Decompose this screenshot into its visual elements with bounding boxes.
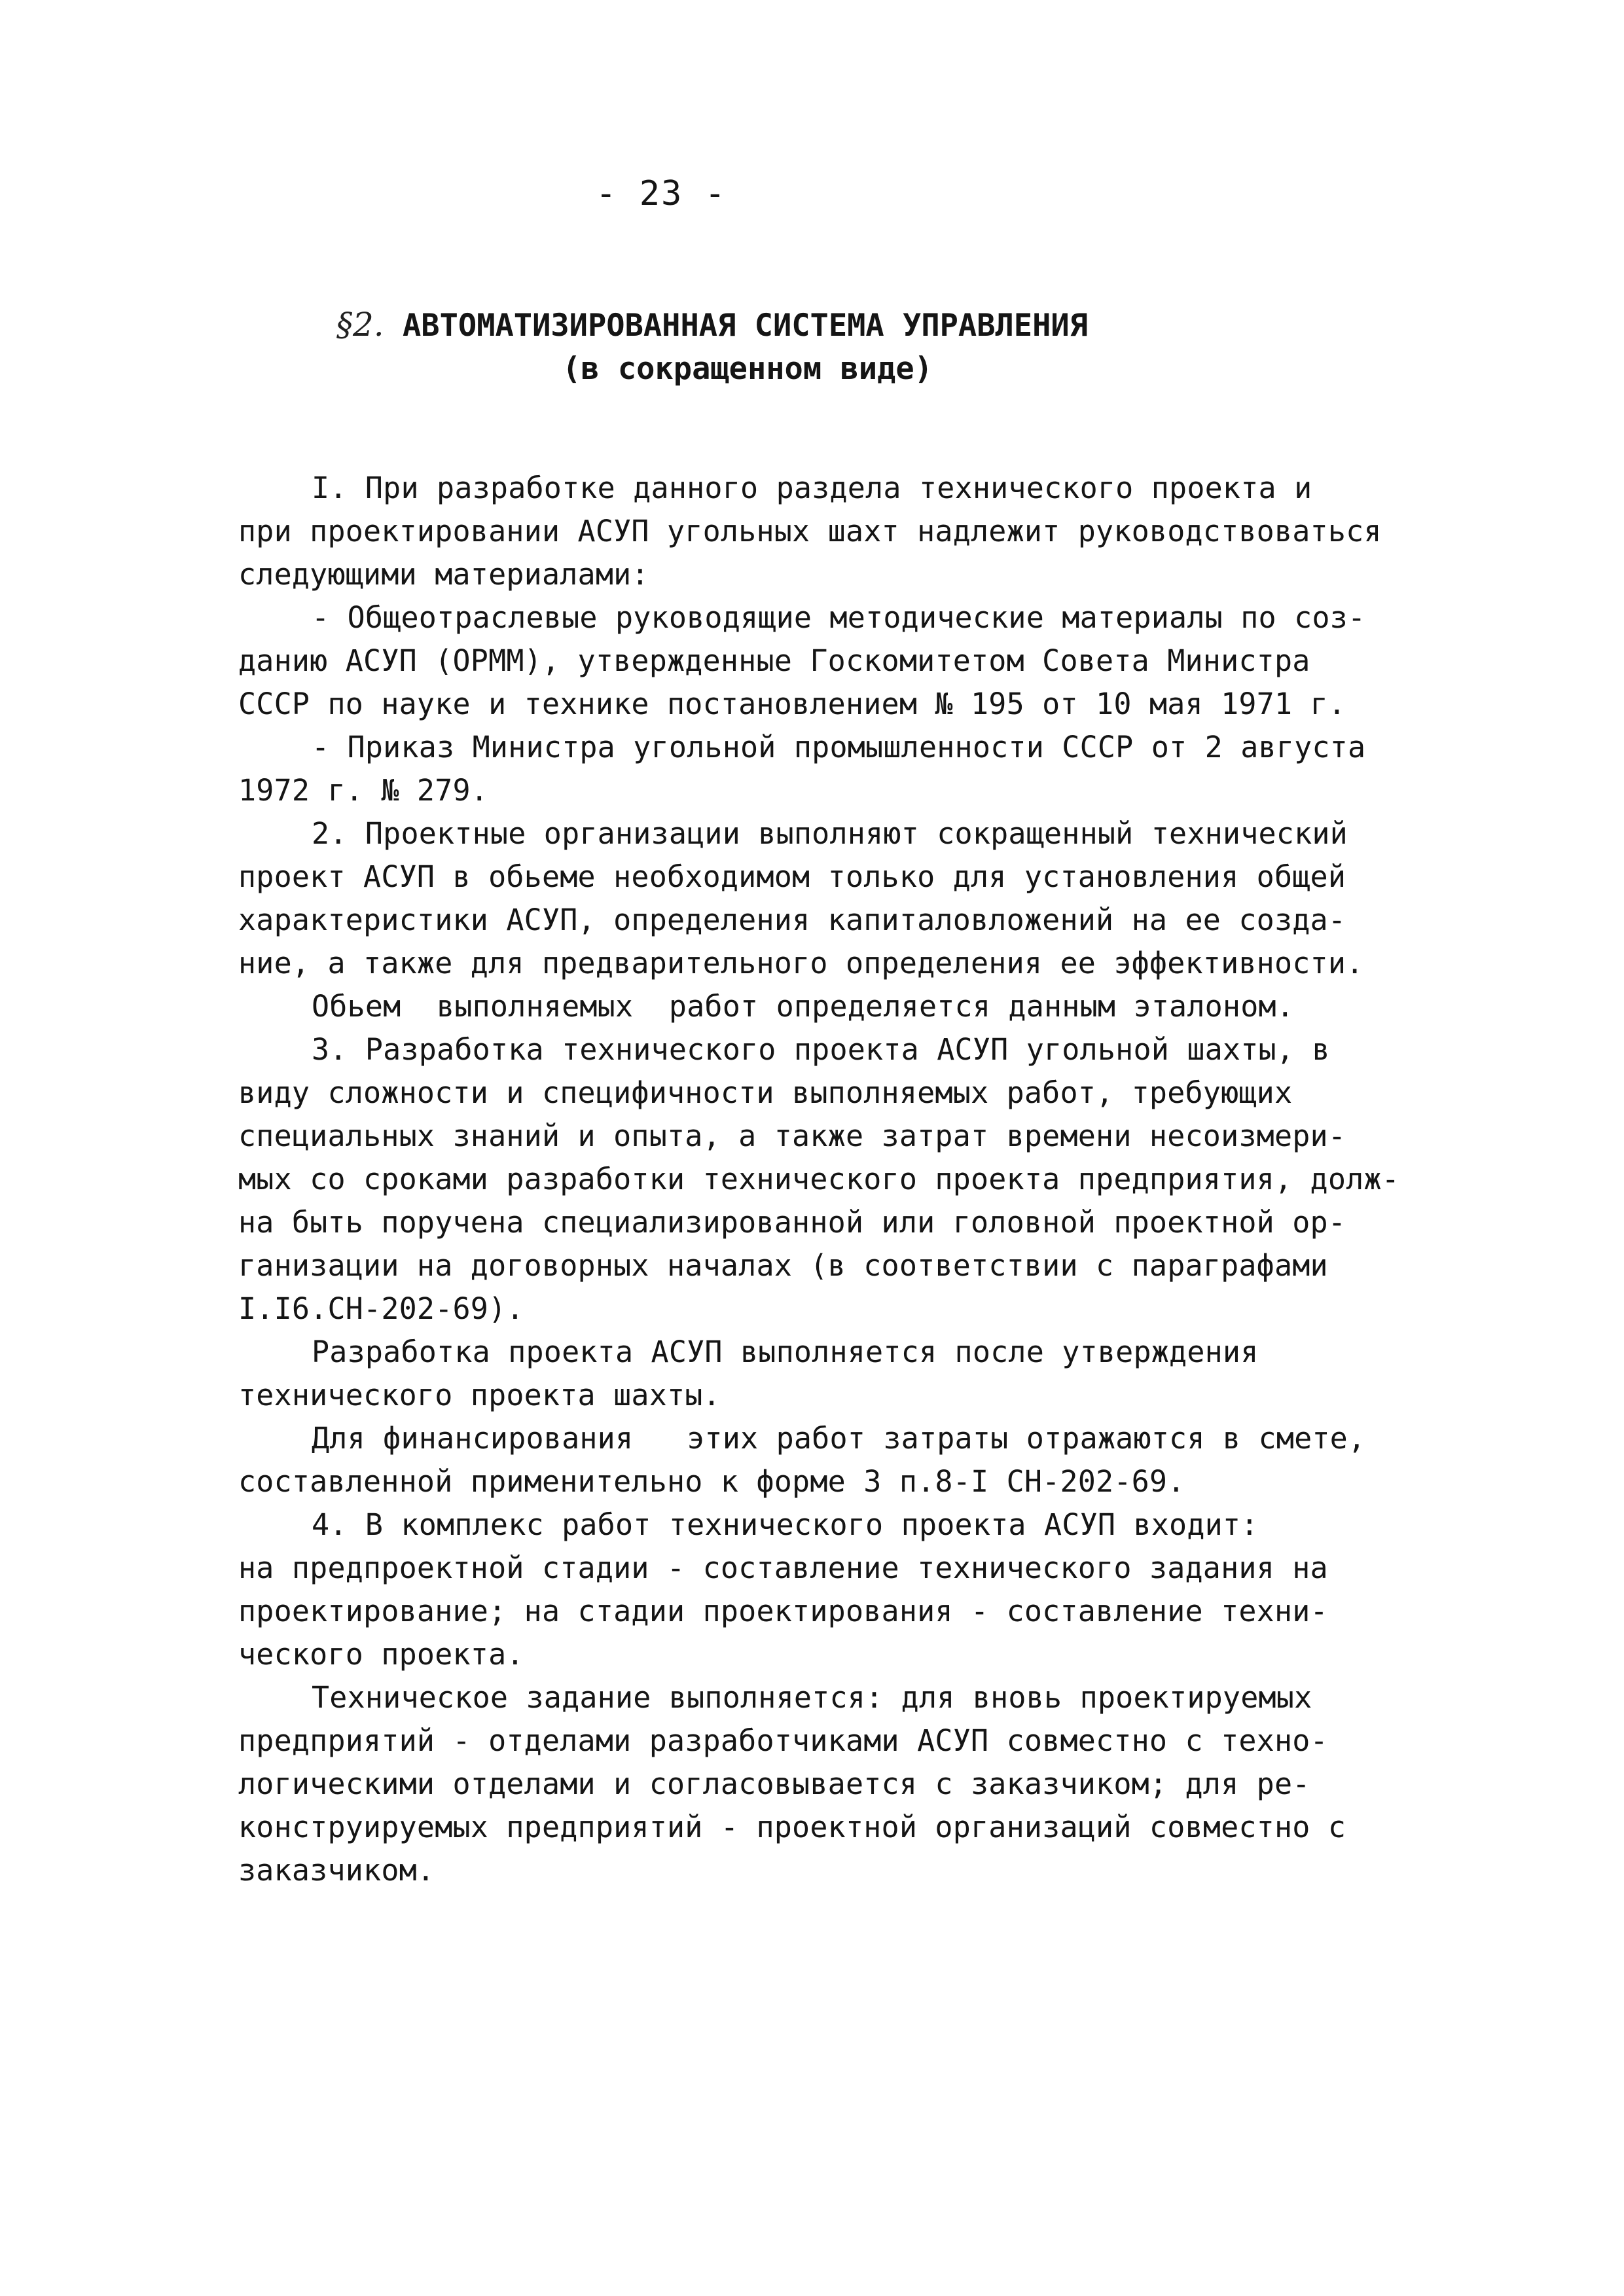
text-line: 4. В комплекс работ технического проекта АСУП входит:: [312, 1507, 1259, 1542]
text-line: проектирование; на стадии проектирования - составление техни-: [238, 1594, 1328, 1628]
text-line: виду сложности и специфичности выполняемых работ, требующих: [238, 1075, 1293, 1110]
text-line: Обьем выполняемых работ определяется данным эталоном.: [312, 989, 1295, 1024]
text-line: ганизации на договорных началах (в соответствии с параграфами: [238, 1248, 1328, 1283]
text-line: 2. Проектные организации выполняют сокращенный технический: [312, 816, 1348, 851]
page-number: - 23 -: [596, 174, 727, 213]
text-line: технического проекта шахты.: [238, 1378, 721, 1412]
text-line: составленной применительно к форме 3 п.8-I СН-202-69.: [238, 1464, 1185, 1499]
text-line: данию АСУП (ОРММ), утвержденные Госкомитетом Совета Министра: [238, 643, 1310, 678]
text-line: I.I6.CH-202-69).: [238, 1291, 524, 1326]
text-line: следующими материалами:: [238, 557, 649, 592]
text-line: логическими отделами и согласовывается с заказчиком; для ре-: [238, 1767, 1310, 1801]
heading-subtitle: (в сокращенном виде): [562, 351, 933, 387]
text-line: конструируемых предприятий - проектной организаций совместно с: [238, 1810, 1346, 1844]
text-line: Техническое задание выполняется: для вновь проектируемых: [312, 1680, 1312, 1715]
text-line: ние, а также для предварительного определения ее эффективности.: [238, 946, 1364, 980]
text-line: при проектировании АСУП угольных шахт надлежит руководствоваться: [238, 514, 1382, 548]
heading-title-line: [336, 303, 1580, 348]
text-line: I. При разработке данного раздела технического проекта и: [312, 471, 1312, 505]
text-line: характеристики АСУП, определения капиталовложений на ее созда-: [238, 903, 1346, 937]
section-heading: [336, 303, 1580, 391]
text-line: 3. Разработка технического проекта АСУП угольной шахты, в: [312, 1032, 1330, 1067]
text-line: Для финансирования этих работ затраты отражаются в смете,: [312, 1421, 1366, 1456]
text-line: заказчиком.: [238, 1853, 435, 1888]
text-line: - Общеотраслевые руководящие методические материалы по соз-: [312, 600, 1366, 635]
text-line: Разработка проекта АСУП выполняется после утверждения: [312, 1335, 1259, 1369]
paragraph-mark: §2.: [336, 306, 384, 344]
text-line: на предпроектной стадии - составление технического задания на: [238, 1551, 1328, 1585]
heading-title: АВТОМАТИЗИРОВАННАЯ СИСТЕМА УПРАВЛЕНИЯ: [403, 308, 1088, 344]
text-line: 1972 г. № 279.: [238, 773, 489, 808]
text-line: проект АСУП в обьеме необходимом только для установления общей: [238, 859, 1346, 894]
text-line: ческого проекта.: [238, 1637, 524, 1672]
text-line: предприятий - отделами разработчиками АСУП совместно с техно-: [238, 1723, 1328, 1758]
text-line: специальных знаний и опыта, а также затрат времени несоизмери-: [238, 1119, 1346, 1153]
body-text: [238, 467, 1423, 1892]
text-line: СССР по науке и технике постановлением № 195 от 10 мая 1971 г.: [238, 687, 1346, 721]
text-line: - Приказ Министра угольной промышленности СССР от 2 августа: [312, 730, 1366, 764]
text-line: мых со сроками разработки технического проекта предприятия, долж-: [238, 1162, 1399, 1196]
text-line: на быть поручена специализированной или головной проектной ор-: [238, 1205, 1346, 1240]
